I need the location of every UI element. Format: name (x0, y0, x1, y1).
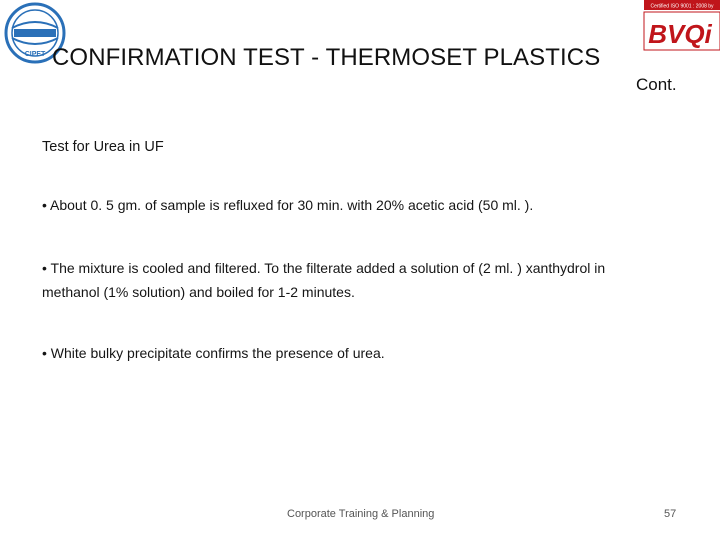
bvqi-brand-text: BVQi (648, 19, 712, 49)
bullet-item: • White bulky precipitate confirms the presence of urea. (42, 345, 385, 361)
slide-title-suffix: Cont. (636, 75, 677, 94)
bvqi-logo (642, 0, 720, 52)
bvqi-certification-text: Certified ISO 9001 : 2008 by (650, 3, 714, 10)
bullet-item: • The mixture is cooled and filtered. To the filterate added a solution of (2 ml. ) xanthydrol in methanol (1% solution) and boiled for 1-2 minutes. (42, 260, 606, 300)
bullet-item: • About 0. 5 gm. of sample is refluxed for 30 min. with 20% acetic acid (50 ml. ). (42, 197, 534, 213)
page-number: 57 (664, 508, 677, 520)
cipet-logo-text: CIPET (24, 51, 46, 58)
section-heading: Test for Urea in UF (42, 139, 164, 155)
footer-text: Corporate Training & Planning (287, 508, 435, 520)
slide-title: CONFIRMATION TEST - THERMOSET PLASTICS (52, 44, 601, 71)
